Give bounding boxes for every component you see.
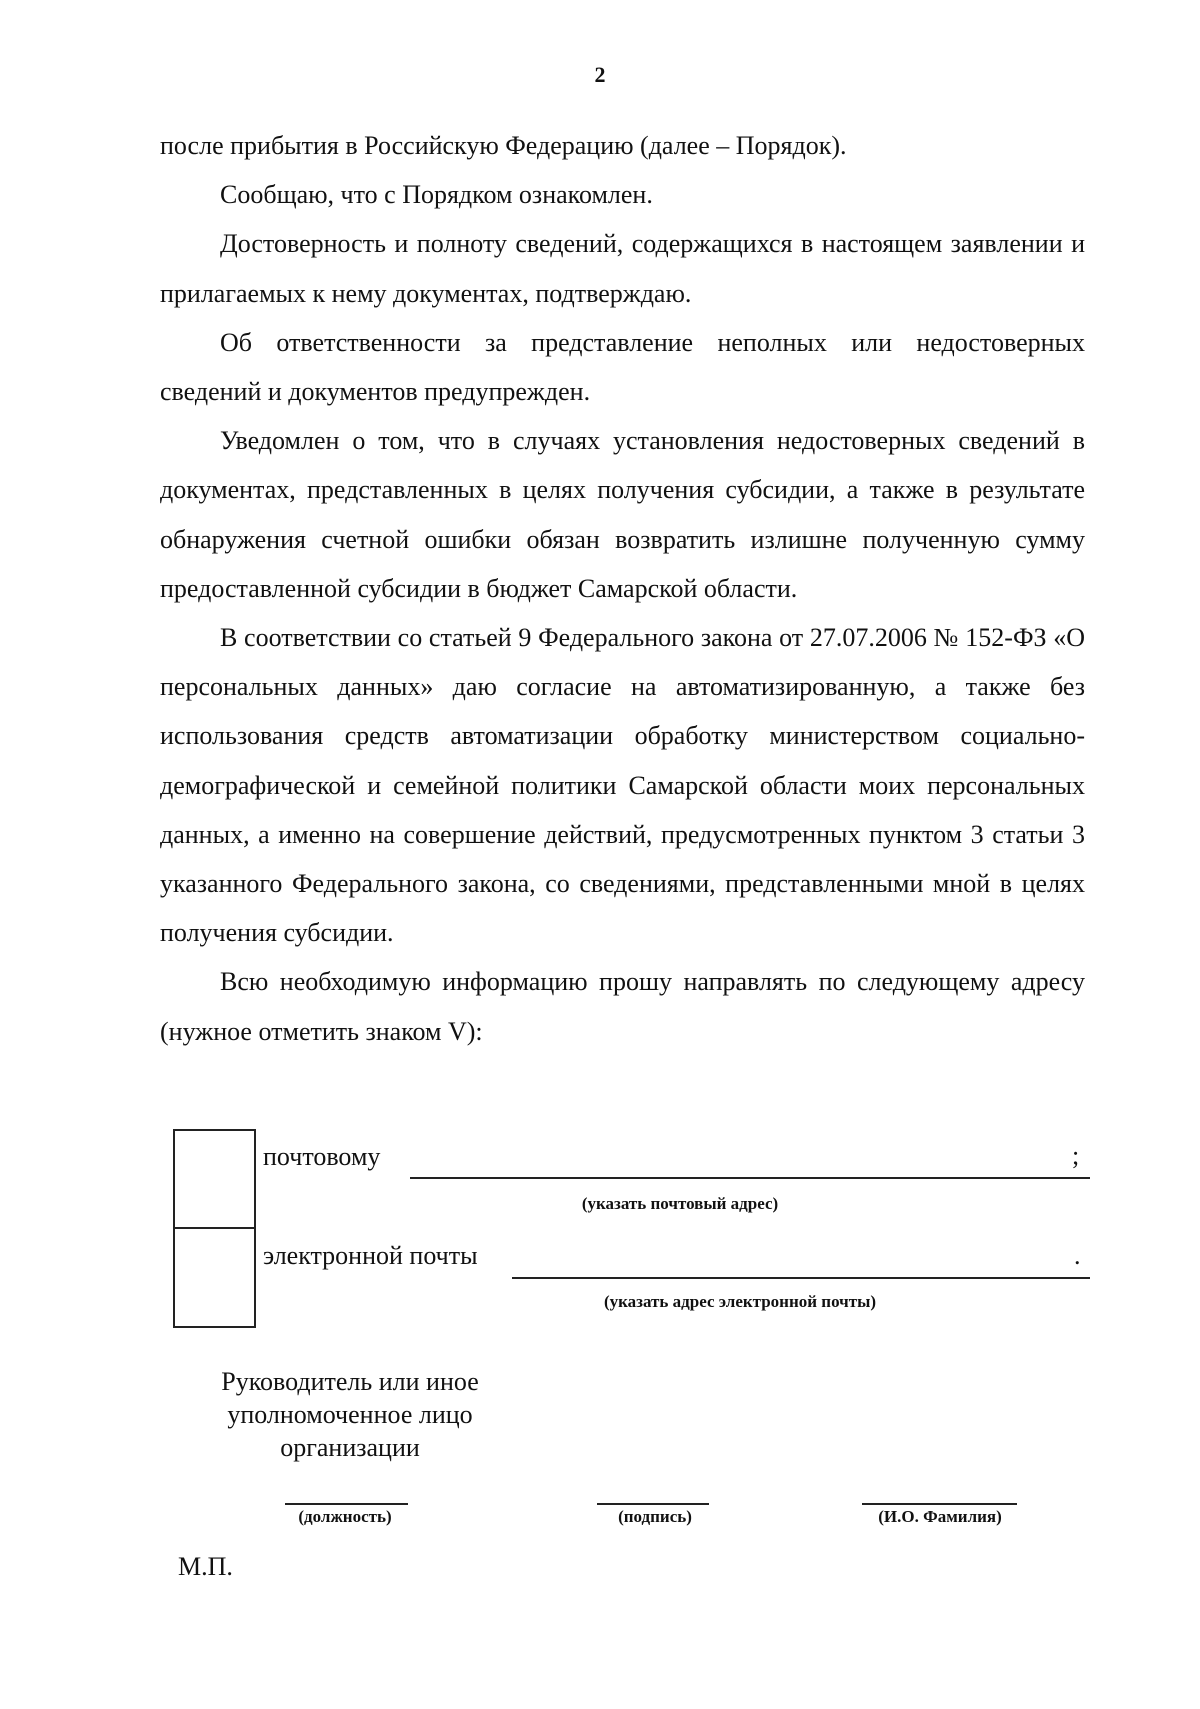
- paragraph-reliability: Достоверность и полноту сведений, содержащихся в настоящем заявлении и прилагаемых к нему документах, подтверждаю.: [160, 229, 1085, 308]
- position-field[interactable]: [285, 1503, 408, 1505]
- full-name-field[interactable]: [862, 1503, 1017, 1505]
- page-number: 2: [594, 62, 606, 87]
- postal-end-mark: ;: [1072, 1141, 1080, 1170]
- signer-title: [190, 1365, 510, 1464]
- postal-address-field[interactable]: [410, 1177, 1090, 1179]
- postal-hint: (указать почтовый адрес): [581, 1194, 779, 1213]
- paragraph-address-request: Всю необходимую информацию прошу направлять по следующему адресу (нужное отметить знаком V):: [160, 967, 1085, 1046]
- email-checkbox[interactable]: [173, 1227, 256, 1328]
- email-hint: (указать адрес электронной почты): [603, 1292, 877, 1311]
- signature-field[interactable]: [597, 1503, 709, 1505]
- signer-line-2: уполномоченное лицо: [227, 1400, 473, 1429]
- postal-label: почтовому: [263, 1142, 381, 1171]
- signer-line-1: Руководитель или иное: [221, 1367, 479, 1396]
- email-label: электронной почты: [263, 1241, 478, 1270]
- paragraph-acquainted: Сообщаю, что с Порядком ознакомлен.: [220, 180, 653, 210]
- paragraph-refund-notice: Уведомлен о том, что в случаях установления недостоверных сведений в документах, представленных в целях получения субсидии, а также в результате обнаружения счетной ошибки обязан возвратить излишне полученную сумму предоставленной субсидии в бюджет Самарской области.: [160, 426, 1085, 603]
- paragraph-personal-data-consent: В соответствии со статьей 9 Федерального закона от 27.07.2006 № 152-ФЗ «О персональных данных» даю согласие на автоматизированную, а также без использования средств автоматизации обработку министерством социально-демографической и семейной политики Самарской области моих персональных данных, а именно на совершение действий, предусмотренных пунктом 3 статьи 3 указанного Федерального закона, со сведениями, представленными мной в целях получения субсидии.: [160, 623, 1085, 948]
- paragraph-responsibility: Об ответственности за представление неполных или недостоверных сведений и документов предупрежден.: [160, 327, 1085, 407]
- full-name-caption: (И.О. Фамилия): [878, 1507, 1002, 1526]
- email-end-mark: .: [1074, 1241, 1081, 1270]
- signer-line-3: организации: [280, 1433, 420, 1462]
- email-address-field[interactable]: [512, 1277, 1090, 1279]
- postal-checkbox[interactable]: [173, 1129, 256, 1229]
- seal-place: М.П.: [178, 1552, 233, 1581]
- paragraph-continuation: после прибытия в Российскую Федерацию (далее – Порядок).: [160, 131, 847, 160]
- signature-caption: (подпись): [618, 1507, 692, 1526]
- position-caption: (должность): [298, 1507, 392, 1526]
- statement-text: [160, 121, 1085, 1056]
